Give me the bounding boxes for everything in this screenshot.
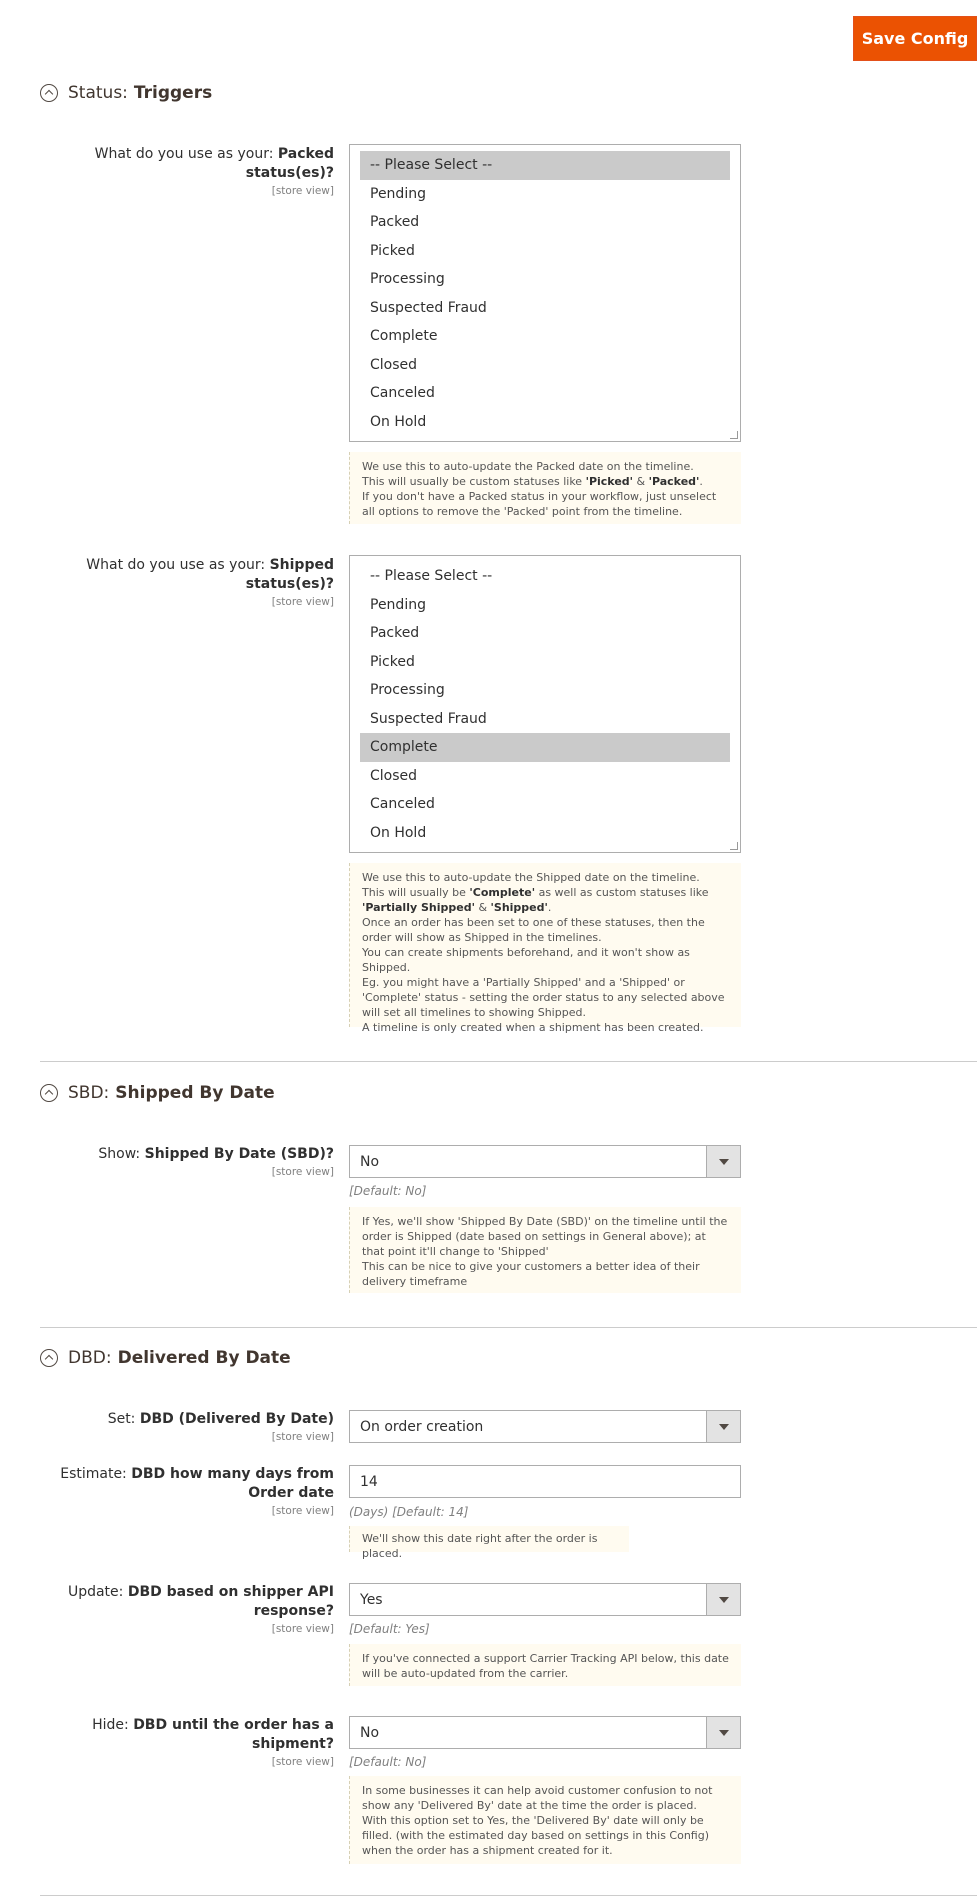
note-line: If Yes, we'll show 'Shipped By Date (SBD)' on the timeline until the order is Shipped (date based on settings in General above); at that point it'll change to 'Shipped' — [362, 1215, 728, 1258]
scope-label: [store view] — [271, 1505, 334, 1517]
dbd-estimate-default-note: (Days) [Default: 14] — [349, 1505, 469, 1519]
sbd-show-select[interactable] — [349, 1145, 741, 1178]
label-strong: DBD (Delivered By Date) — [139, 1411, 334, 1427]
select-value: Yes — [360, 1591, 383, 1608]
dbd-update-note: If you've connected a support Carrier Tracking API below, this date will be auto-updated from the carrier. — [349, 1644, 741, 1686]
label-prefix: What do you use as your: — [94, 146, 274, 162]
note-line: This will usually be 'Complete' as well as custom statuses like 'Partially Shipped' & 'Shipped'. — [362, 886, 709, 914]
note-line: This can be nice to give your customers a better idea of their delivery timeframe — [362, 1260, 700, 1288]
option-packed[interactable]: Packed — [370, 625, 420, 641]
option-closed[interactable]: Closed — [370, 356, 418, 373]
shipped-status-note — [349, 863, 741, 1034]
section-sbd[interactable] — [40, 1080, 275, 1106]
option-complete[interactable]: Complete — [370, 328, 438, 344]
note-line: You can create shipments beforehand, and it won't show as Shipped. — [362, 946, 690, 974]
section-title: Delivered By Date — [117, 1348, 291, 1368]
option-canceled[interactable]: Canceled — [370, 796, 435, 812]
section-prefix: Status: — [68, 83, 128, 103]
option-suspected-fraud[interactable]: Suspected Fraud — [370, 710, 487, 727]
dbd-set-label — [20, 1410, 334, 1444]
note-line: With this option set to Yes, the 'Delivered By' date will only be filled. (with the estimated day based on settings in this Config) when the order has a shipment created for it. — [362, 1814, 710, 1857]
option-canceled[interactable]: Canceled — [370, 385, 435, 401]
option-processing[interactable]: Processing — [370, 682, 445, 698]
dbd-hide-note — [349, 1776, 741, 1864]
section-divider — [40, 1327, 977, 1328]
note-line: If you don't have a Packed status in your workflow, just unselect all options to remove the 'Packed' point from the timeline. — [362, 490, 717, 518]
section-dbd[interactable] — [40, 1345, 291, 1371]
option-on-hold[interactable]: On Hold — [370, 824, 427, 841]
label-strong: DBD how many days from Order date — [131, 1466, 334, 1501]
note-line: Eg. you might have a 'Partially Shipped' and a 'Shipped' or 'Complete' status - setting the order status to any selected above will set all timelines to showing Shipped. — [362, 976, 725, 1019]
dbd-estimate-note: We'll show this date right after the order is placed. — [349, 1526, 629, 1552]
section-divider — [40, 1061, 977, 1062]
scope-label: [store view] — [271, 185, 334, 197]
dropdown-arrow-icon[interactable] — [706, 1717, 740, 1748]
label-strong: Shipped By Date (SBD)? — [144, 1146, 334, 1162]
packed-status-label — [20, 145, 334, 198]
section-prefix: SBD: — [68, 1083, 110, 1103]
option-suspected-fraud[interactable]: Suspected Fraud — [370, 299, 487, 316]
section-status-triggers[interactable] — [40, 80, 212, 106]
select-value: No — [360, 1724, 380, 1741]
sbd-show-note — [349, 1207, 741, 1293]
dbd-update-label — [20, 1583, 334, 1636]
scope-label: [store view] — [271, 1623, 334, 1635]
section-prefix: DBD: — [68, 1348, 112, 1368]
packed-status-multiselect[interactable] — [349, 144, 741, 442]
note-line: Once an order has been set to one of these statuses, then the order will show as Shipped in the timelines. — [362, 916, 705, 944]
option-closed[interactable]: Closed — [370, 767, 418, 784]
option-picked[interactable]: Picked — [370, 653, 415, 670]
option-please-select[interactable]: -- Please Select -- — [370, 568, 493, 584]
option-on-hold[interactable]: On Hold — [370, 413, 427, 430]
save-config-button[interactable]: Save Config — [853, 16, 977, 61]
option-pending[interactable]: Pending — [370, 185, 426, 202]
collapse-icon — [40, 84, 58, 102]
scope-label: [store view] — [271, 1166, 334, 1178]
label-strong: DBD based on shipper API response? — [127, 1584, 334, 1619]
option-please-select[interactable]: -- Please Select -- — [360, 151, 730, 180]
section-title: Triggers — [133, 83, 213, 103]
label-prefix: Update: — [67, 1584, 124, 1600]
label-strong: Packed status(es)? — [245, 146, 334, 181]
option-picked[interactable]: Picked — [370, 242, 415, 259]
label-prefix: Hide: — [92, 1717, 129, 1733]
label-strong: DBD until the order has a shipment? — [133, 1717, 334, 1752]
note-line: We use this to auto-update the Packed date on the timeline. — [362, 460, 694, 473]
collapse-icon — [40, 1084, 58, 1102]
dbd-estimate-label — [20, 1465, 334, 1518]
scope-label: [store view] — [271, 596, 334, 608]
dbd-update-select[interactable] — [349, 1583, 741, 1616]
label-prefix: Show: — [98, 1146, 141, 1162]
select-value: On order creation — [360, 1418, 484, 1435]
shipped-status-multiselect[interactable] — [349, 555, 741, 853]
dropdown-arrow-icon[interactable] — [706, 1584, 740, 1615]
dbd-hide-label — [20, 1716, 334, 1769]
option-packed[interactable]: Packed — [370, 214, 420, 230]
note-line: This will usually be custom statuses like 'Picked' & 'Packed'. — [362, 475, 703, 488]
label-prefix: Estimate: — [60, 1466, 127, 1482]
section-divider — [40, 1895, 977, 1896]
collapse-icon — [40, 1349, 58, 1367]
dbd-update-default-note: [Default: Yes] — [349, 1622, 430, 1636]
select-value: No — [360, 1153, 380, 1170]
note-line: A timeline is only created when a shipment has been created. — [362, 1021, 704, 1034]
dbd-hide-default-note: [Default: No] — [349, 1755, 427, 1769]
label-prefix: Set: — [107, 1411, 136, 1427]
dbd-hide-select[interactable] — [349, 1716, 741, 1749]
option-pending[interactable]: Pending — [370, 596, 426, 613]
label-strong: Shipped status(es)? — [245, 557, 334, 592]
label-prefix: What do you use as your: — [86, 557, 266, 573]
section-title: Shipped By Date — [115, 1083, 275, 1103]
sbd-default-note: [Default: No] — [349, 1184, 427, 1198]
note-line: In some businesses it can help avoid customer confusion to not show any 'Delivered By' date at the time the order is placed. — [362, 1784, 713, 1812]
note-line: We use this to auto-update the Shipped date on the timeline. — [362, 871, 700, 884]
dropdown-arrow-icon[interactable] — [706, 1146, 740, 1177]
option-processing[interactable]: Processing — [370, 271, 445, 287]
dropdown-arrow-icon[interactable] — [706, 1411, 740, 1442]
scope-label: [store view] — [271, 1431, 334, 1443]
dbd-set-select[interactable] — [349, 1410, 741, 1443]
dbd-days-input[interactable] — [349, 1465, 741, 1498]
scope-label: [store view] — [271, 1756, 334, 1768]
shipped-status-label — [20, 556, 334, 609]
sbd-show-label — [20, 1145, 334, 1179]
option-complete[interactable]: Complete — [360, 733, 730, 762]
packed-status-note — [349, 452, 741, 524]
